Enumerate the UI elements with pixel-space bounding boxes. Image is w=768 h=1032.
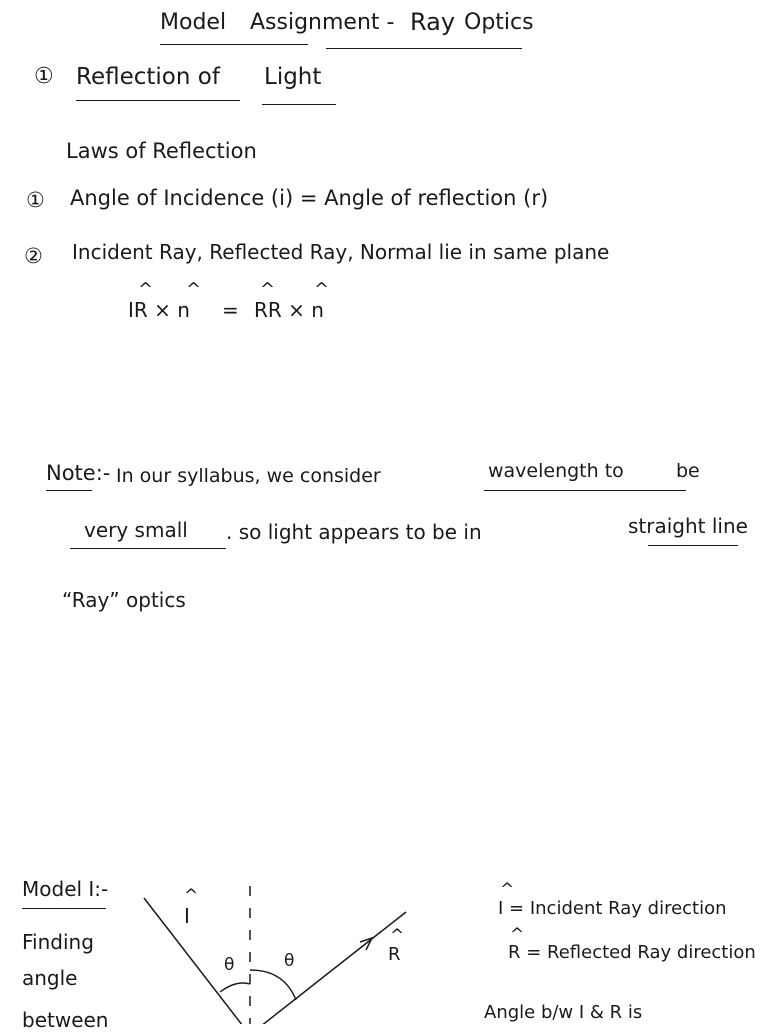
reflected-ray [256, 912, 406, 1024]
note-line2-c: straight line [628, 514, 748, 538]
note-line2-b: . so light appears to be in [226, 520, 482, 544]
law2-text: Incident Ray, Reflected Ray, Normal lie in same plane [72, 240, 610, 264]
note-line1-b: wavelength to [488, 460, 624, 482]
title-model: Model [160, 10, 227, 35]
title-ray: Ray [410, 8, 456, 36]
title-assignment: Assignment - [250, 10, 395, 35]
section-number: ① [34, 64, 54, 89]
hat-n-left: ^ [186, 279, 202, 300]
hat-ray-i: ^ [184, 886, 199, 906]
ray-label-r: R [388, 944, 401, 965]
hat-def-i: ^ [500, 880, 515, 900]
section-heading-light: Light [264, 64, 322, 90]
theta-left: θ [224, 955, 235, 975]
equation-lhs: IR × n [128, 298, 190, 322]
hat-i: ^ [138, 279, 154, 300]
law1-number: ① [26, 188, 45, 212]
definition-r: R = Reflected Ray direction [508, 942, 756, 963]
hat-ray-r: ^ [390, 926, 405, 946]
equation-equals: = [222, 298, 239, 322]
angle-arc-left [220, 983, 250, 992]
equation-rhs: RR × n [254, 298, 324, 322]
ray-label-i: I [184, 904, 190, 928]
model-desc-1: Finding [22, 930, 94, 954]
note-line2-a: very small [84, 518, 188, 542]
model-label: Model I:- [22, 877, 109, 901]
hat-r: ^ [260, 279, 276, 300]
angle-arc-right [250, 970, 296, 1000]
note-line3: “Ray” optics [62, 588, 186, 612]
hat-n-right: ^ [314, 279, 330, 300]
note-label: Note:- [46, 461, 111, 485]
title-optics: Optics [464, 10, 534, 35]
hat-def-r: ^ [510, 925, 525, 945]
theta-right: θ [284, 951, 295, 971]
section-heading-reflection: Reflection of [76, 64, 220, 90]
angle-statement: Angle b/w I & R is [484, 1002, 643, 1023]
model-desc-2: angle [22, 966, 78, 990]
law2-number: ② [24, 244, 43, 268]
model-desc-3: between [22, 1008, 109, 1032]
note-line1-a: In our syllabus, we consider [116, 465, 381, 487]
definition-i: I = Incident Ray direction [498, 898, 727, 919]
laws-heading: Laws of Reflection [66, 139, 257, 163]
law1-text: Angle of Incidence (i) = Angle of reflection (r) [70, 186, 549, 210]
note-line1-c: be [676, 460, 700, 482]
